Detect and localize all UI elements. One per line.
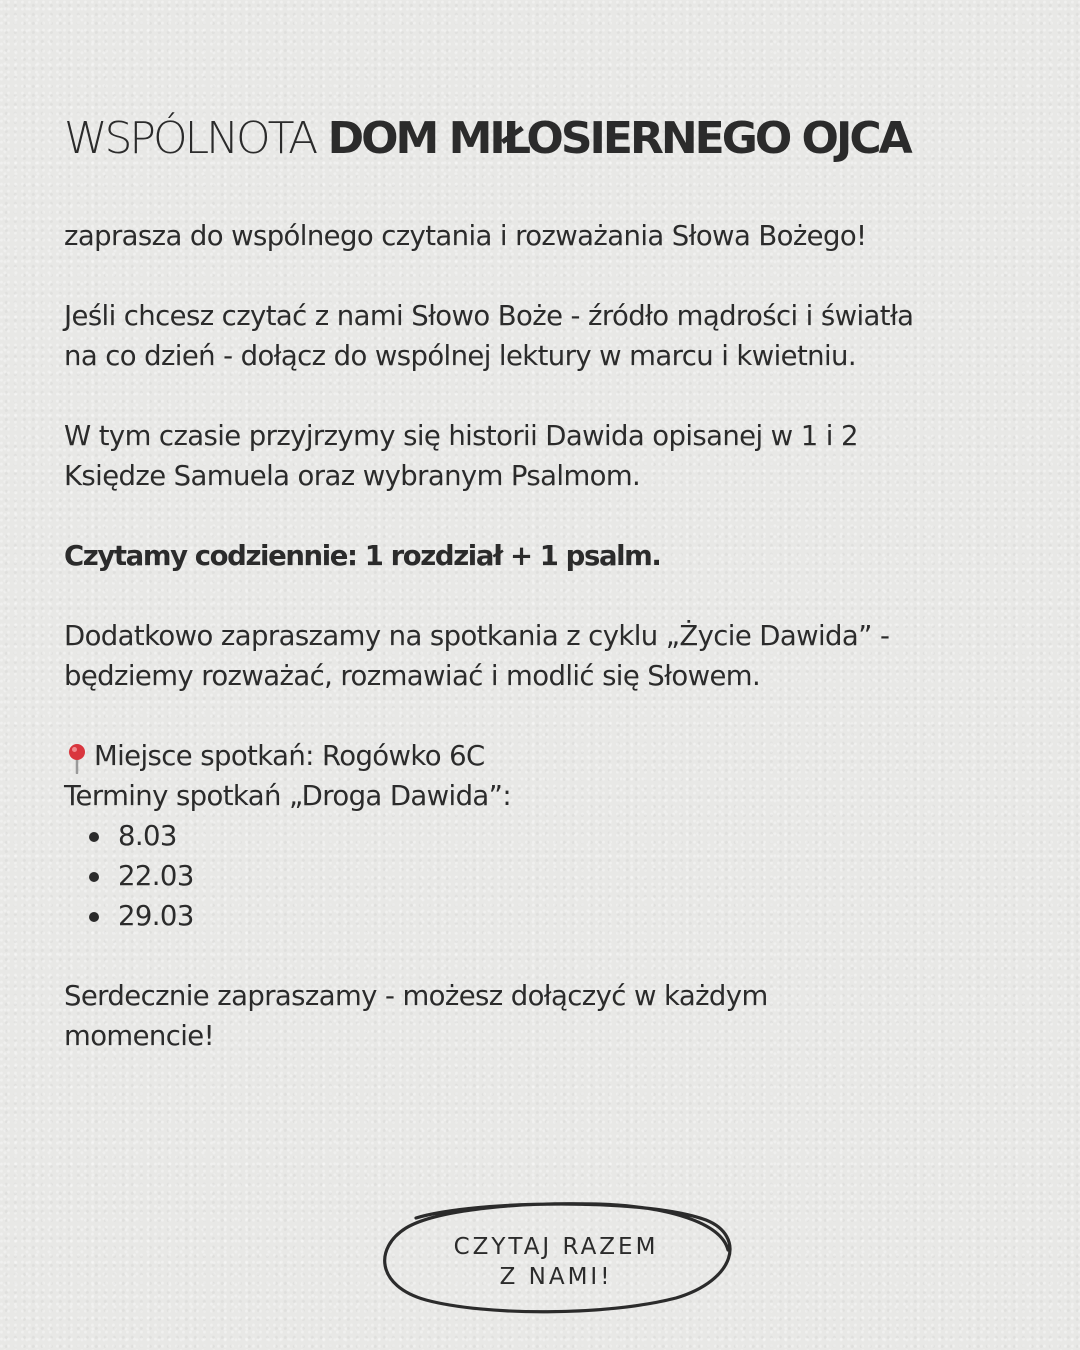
main-content: [64, 216, 1024, 1096]
location-line: [64, 736, 1024, 776]
stamp-line-2: Z NAMI!: [499, 1264, 613, 1290]
paragraph-meetings-line-1: Dodatkowo zapraszamy na spotkania z cyklu „Życie Dawida” -: [64, 620, 890, 652]
paragraph-meetings-line-2: będziemy rozważać, rozmawiać i modlić się Słowem.: [64, 660, 761, 692]
dates-list: [64, 816, 1024, 936]
paragraph-david: [64, 416, 1024, 496]
page-title: [64, 112, 910, 166]
stamp-text: [376, 1232, 736, 1292]
closing-line-2: momencie!: [64, 1020, 215, 1052]
date-item: 22.03: [64, 856, 1024, 896]
paragraph-join-line-1: Jeśli chcesz czytać z nami Słowo Boże - źródło mądrości i światła: [64, 300, 914, 332]
dates-label: Terminy spotkań „Droga Dawida”:: [64, 780, 511, 812]
paragraph-david-line-2: Księdze Samuela oraz wybranym Psalmom.: [64, 460, 641, 492]
paragraph-join: [64, 296, 1024, 376]
date-item: 8.03: [64, 816, 1024, 856]
closing-text: [64, 976, 1024, 1056]
paragraph-join-line-2: na co dzień - dołącz do wspólnej lektury w marcu i kwietniu.: [64, 340, 856, 372]
date-item: 29.03: [64, 896, 1024, 936]
pin-icon: [64, 736, 94, 776]
closing-line-1: Serdecznie zapraszamy - możesz dołączyć w każdym: [64, 980, 768, 1012]
intro-text: zaprasza do wspólnego czytania i rozważania Słowa Bożego!: [64, 220, 867, 252]
reading-plan: Czytamy codziennie: 1 rozdział + 1 psalm.: [64, 540, 661, 572]
title-light: WSPÓLNOTA: [64, 113, 316, 164]
stamp-line-1: CZYTAJ RAZEM: [453, 1234, 659, 1260]
read-together-stamp: [376, 1198, 736, 1316]
location-text: Miejsce spotkań: Rogówko 6C: [94, 740, 485, 772]
paragraph-david-line-1: W tym czasie przyjrzymy się historii Dawida opisanej w 1 i 2: [64, 420, 858, 452]
title-bold: DOM MIŁOSIERNEGO OJCA: [327, 113, 910, 164]
paragraph-meetings: [64, 616, 1024, 696]
meeting-info: [64, 736, 1024, 936]
